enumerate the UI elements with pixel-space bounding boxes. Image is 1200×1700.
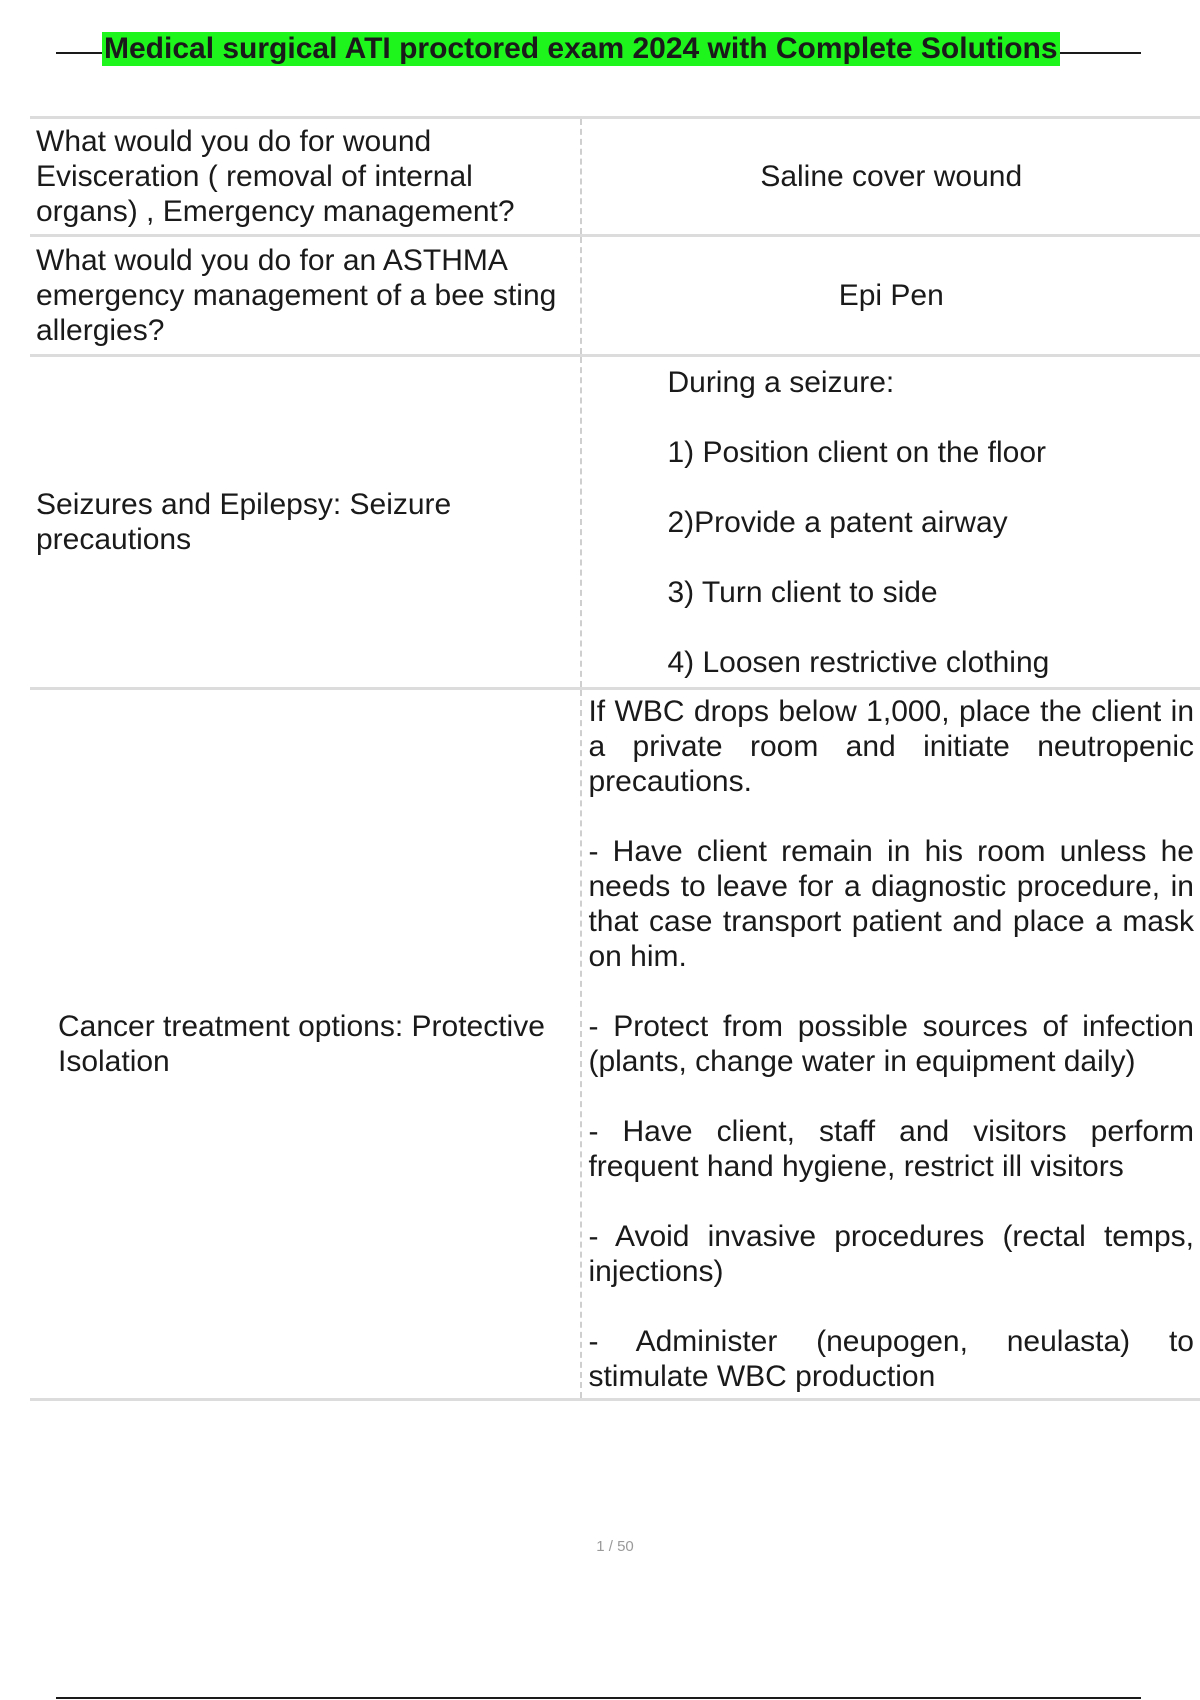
question-cell: Seizures and Epilepsy: Seizure precautions [30, 356, 581, 689]
question-cell: What would you do for wound Evisceration ( removal of internal organs) , Emergency management? [30, 118, 581, 236]
answer-cell: Saline cover wound [760, 160, 1023, 193]
table-row [30, 236, 1200, 356]
answer-line: 3) Turn client to side [667, 575, 938, 609]
answer-line: 1) Position client on the floor [667, 435, 1047, 469]
answer-paragraph: - Administer (neupogen, neulasta) to stimulate WBC production [588, 1325, 1194, 1393]
page-number: 1 / 50 [596, 1538, 634, 1555]
answer-paragraph: - Avoid invasive procedures (rectal temps, injections) [588, 1220, 1194, 1288]
answer-line: 4) Loosen restrictive clothing [667, 645, 1050, 679]
answer-cell [581, 356, 1200, 689]
answer-paragraph: If WBC drops below 1,000, place the client in a private room and initiate neutropenic precautions. [588, 695, 1194, 798]
answer-paragraph: - Have client, staff and visitors perform frequent hand hygiene, restrict ill visitors [588, 1115, 1194, 1183]
table-row [30, 356, 1200, 689]
answer-cell: Epi Pen [838, 279, 944, 312]
answer-cell [581, 689, 1200, 1400]
answer-line: 2)Provide a patent airway [667, 505, 1008, 539]
answer-paragraph: - Protect from possible sources of infection (plants, change water in equipment daily) [588, 1010, 1194, 1078]
bottom-divider [56, 1697, 1141, 1699]
document-title: Medical surgical ATI proctored exam 2024 with Complete Solutions [104, 32, 1058, 65]
question-cell: Cancer treatment options: Protective Isolation [30, 689, 581, 1400]
table-row [30, 118, 1200, 236]
table-row [30, 689, 1200, 1400]
answer-line: During a seizure: [667, 365, 895, 399]
question-cell: What would you do for an ASTHMA emergency management of a bee sting allergies? [30, 236, 581, 356]
answer-paragraph: - Have client remain in his room unless he needs to leave for a diagnostic procedure, in that case transport patient and place a mask on him. [588, 835, 1194, 973]
qa-table [30, 116, 1200, 1401]
title-bar [56, 30, 1141, 70]
